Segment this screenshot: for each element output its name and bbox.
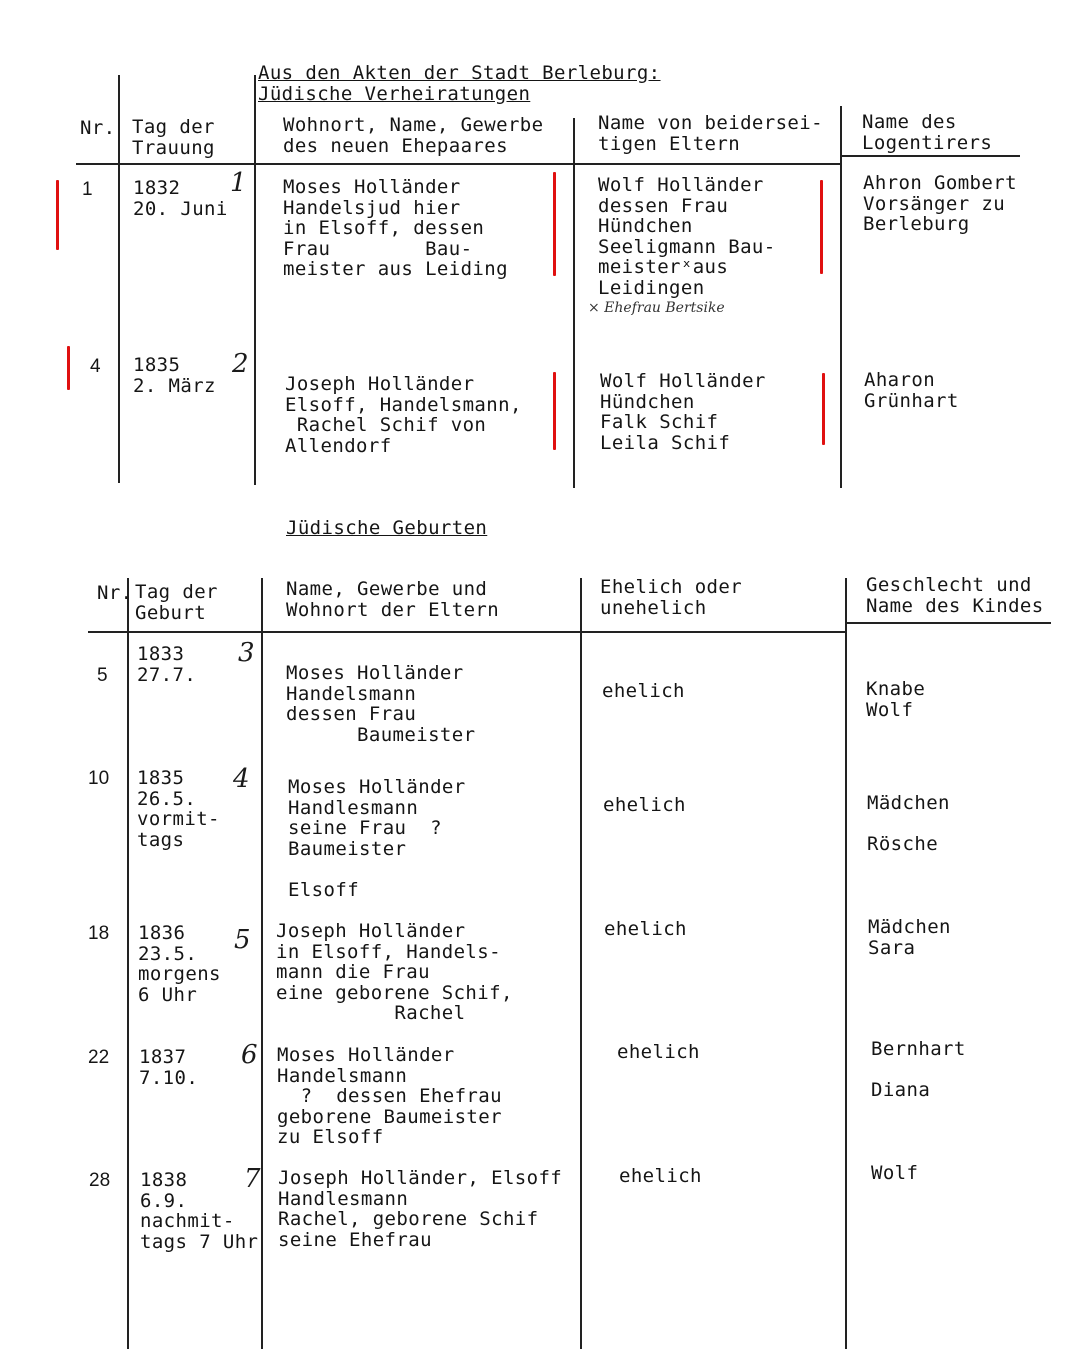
birth-row-legit: ehelich: [619, 1165, 702, 1187]
marriage-col-divider-2: [254, 75, 256, 485]
birth-row-child: Knabe Wolf: [866, 678, 926, 721]
marriage-col-divider-1: [118, 75, 120, 483]
birth-row-nr: 10: [88, 768, 110, 789]
birth-col-divider-3: [580, 578, 582, 1349]
birth-row-child: Bernhart Diana: [871, 1038, 966, 1101]
red-margin-mark: [67, 346, 70, 390]
red-margin-mark: [820, 180, 823, 274]
handwritten-number: 3: [238, 638, 255, 668]
birth-row-legit: ehelich: [602, 680, 685, 702]
red-margin-mark: [553, 372, 556, 450]
birth-header-parents: Name, Gewerbe und Wohnort der Eltern: [286, 578, 500, 621]
marriage-row-date: 1832 20. Juni: [133, 177, 228, 220]
red-margin-mark: [553, 172, 556, 276]
marriage-row-officiant: Aharon Grünhart: [864, 369, 959, 412]
birth-row-nr: 5: [97, 665, 108, 686]
marriage-header-nr: Nr.: [80, 117, 116, 139]
birth-header-rule-right: [845, 622, 1051, 624]
birth-row-child: Mädchen Rösche: [867, 792, 950, 855]
birth-row-date: 1835 26.5. vormit- tags: [137, 767, 220, 851]
marriage-row-parents: Wolf Holländer dessen Frau Hündchen Seeligmann Bau- meisterˣaus Leidingen: [598, 174, 776, 299]
marriage-header-couple: Wohnort, Name, Gewerbe des neuen Ehepaares: [283, 114, 544, 157]
birth-col-divider-1: [127, 578, 129, 1349]
marriage-row-parents: Wolf Holländer Hündchen Falk Schif Leila Schif: [600, 370, 766, 454]
birth-row-nr: 18: [88, 923, 110, 944]
handwritten-note: × Ehefrau Bertsike: [588, 300, 725, 316]
marriage-col-divider-3: [573, 118, 575, 488]
birth-header-nr: Nr.: [97, 582, 133, 604]
birth-row-nr: 28: [89, 1170, 111, 1191]
handwritten-number: 7: [244, 1164, 261, 1194]
red-margin-mark: [56, 180, 59, 250]
red-margin-mark: [822, 373, 825, 445]
marriage-row-couple: Moses Holländer Handelsjud hier in Elsoff, dessen Frau Bau- meister aus Leiding: [283, 176, 508, 280]
birth-row-child: Mädchen Sara: [868, 916, 951, 959]
document-title: Aus den Akten der Stadt Berleburg:: [258, 62, 661, 84]
birth-col-divider-4: [845, 578, 847, 1349]
birth-row-parents: Joseph Holländer, Elsoff Handlesmann Rachel, geborene Schif seine Ehefrau: [278, 1167, 563, 1251]
marriage-row-officiant: Ahron Gombert Vorsänger zu Berleburg: [863, 172, 1017, 235]
handwritten-number: 5: [234, 925, 251, 955]
marriage-header-rule-right: [840, 155, 1020, 157]
handwritten-number: 1: [230, 168, 247, 198]
marriage-header-rule: [76, 163, 841, 165]
birth-row-date: 1833 27.7.: [137, 643, 197, 686]
handwritten-number: 4: [233, 764, 250, 794]
birth-header-date: Tag der Geburt: [135, 581, 218, 624]
marriage-header-date: Tag der Trauung: [132, 116, 215, 159]
birth-header-rule: [88, 631, 846, 633]
marriage-row-nr: 4: [90, 356, 101, 377]
birth-row-parents: Moses Holländer Handelsmann ? dessen Ehefrau geborene Baumeister zu Elsoff: [277, 1044, 502, 1148]
birth-row-legit: ehelich: [603, 794, 686, 816]
birth-header-legit: Ehelich oder unehelich: [600, 576, 743, 619]
handwritten-number: 2: [232, 349, 249, 379]
birth-row-parents: Moses Holländer Handlesmann seine Frau ? Baumeister Elsoff: [288, 776, 466, 901]
section-title-marriages: Jüdische Verheiratungen: [258, 83, 531, 105]
birth-row-nr: 22: [88, 1047, 110, 1068]
marriage-header-parents: Name von beidersei- tigen Eltern: [598, 112, 823, 155]
marriage-row-nr: 1: [82, 179, 93, 200]
birth-header-child: Geschlecht und Name des Kindes: [866, 574, 1044, 617]
birth-row-date: 1836 23.5. morgens 6 Uhr: [138, 922, 221, 1006]
birth-row-date: 1837 7.10.: [139, 1046, 199, 1089]
marriage-row-date: 1835 2. März: [133, 354, 216, 397]
birth-col-divider-2: [261, 578, 263, 1349]
section-title-births: Jüdische Geburten: [286, 517, 488, 539]
marriage-row-couple: Joseph Holländer Elsoff, Handelsmann, Rachel Schif von Allendorf: [285, 373, 522, 457]
birth-row-child: Wolf: [871, 1162, 919, 1184]
birth-row-date: 1838 6.9. nachmit- tags 7 Uhr: [140, 1169, 259, 1253]
birth-row-parents: Moses Holländer Handelsmann dessen Frau Baumeister: [286, 662, 476, 746]
marriage-header-officiant: Name des Logentirers: [862, 111, 993, 154]
handwritten-number: 6: [241, 1040, 258, 1070]
birth-row-legit: ehelich: [604, 918, 687, 940]
birth-row-parents: Joseph Holländer in Elsoff, Handels- mann die Frau eine geborene Schif, Rachel: [276, 920, 513, 1024]
birth-row-legit: ehelich: [617, 1041, 700, 1063]
